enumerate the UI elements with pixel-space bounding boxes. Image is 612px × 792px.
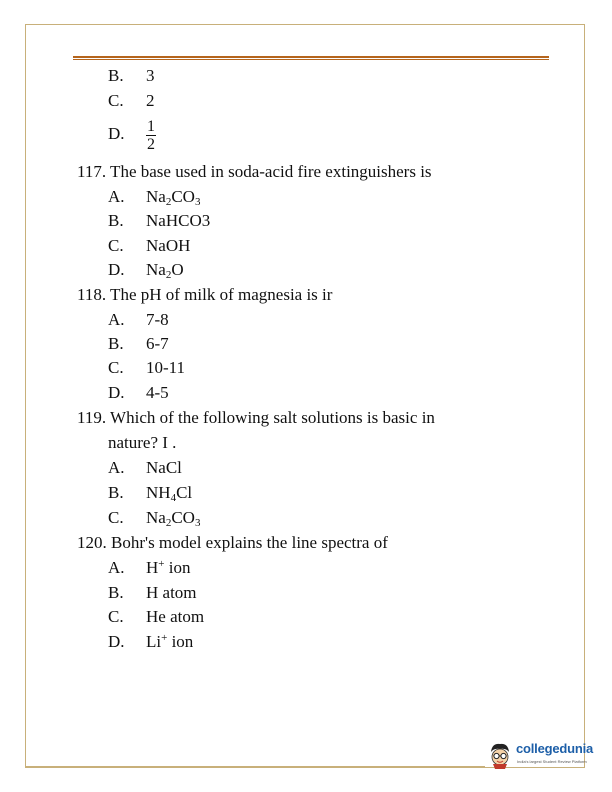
q119-option-c: C. $Na_2CO_3$ [108,508,201,529]
q118-option-a: A. 7-8 [108,310,169,329]
footer-rule [25,766,485,767]
q117-option-c: C. NaOH [108,236,191,255]
question-119: 119. Which of the following salt solutions is basic in [77,408,435,427]
q120-option-b: B. H atom [108,583,197,602]
option-c-prev: C. 2 [108,91,155,110]
question-119-continued: nature? I . [108,433,177,452]
collegedunia-logo: collegedunia India's largest Student Review Platform [486,738,586,778]
question-117: 117. The base used in soda-acid fire extinguishers is [77,162,432,181]
question-118: 118. The pH of milk of magnesia is ir [77,285,333,304]
fraction: $\frac{1}{2}$ [147,117,155,153]
option-d-prev: D. $\frac{1}{2}$ [108,117,155,153]
q119-option-b: B. $NH_4Cl$ [108,483,193,504]
header-rule [73,56,549,60]
q120-option-a: A. H+ ion [108,558,191,577]
q117-option-a: A. $Na_2CO_3$ [108,187,201,208]
q118-option-c: C. 10-11 [108,358,186,377]
q119-option-a: A. NaCl [108,458,182,477]
mascot-icon [488,742,512,770]
q118-option-d: D. 4-5 [108,383,169,402]
q120-option-c: C. He atom [108,607,205,626]
q120-option-d: D. Li+ ion [108,632,194,651]
option-b-prev: B. 3 [108,66,155,85]
q117-option-b: B. NaHCO3 [108,211,211,230]
question-120: 120. Bohr's model explains the line spectra of [77,533,388,552]
q118-option-b: B. 6-7 [108,334,169,353]
q117-option-d: D. $Na_2O$ [108,260,184,281]
